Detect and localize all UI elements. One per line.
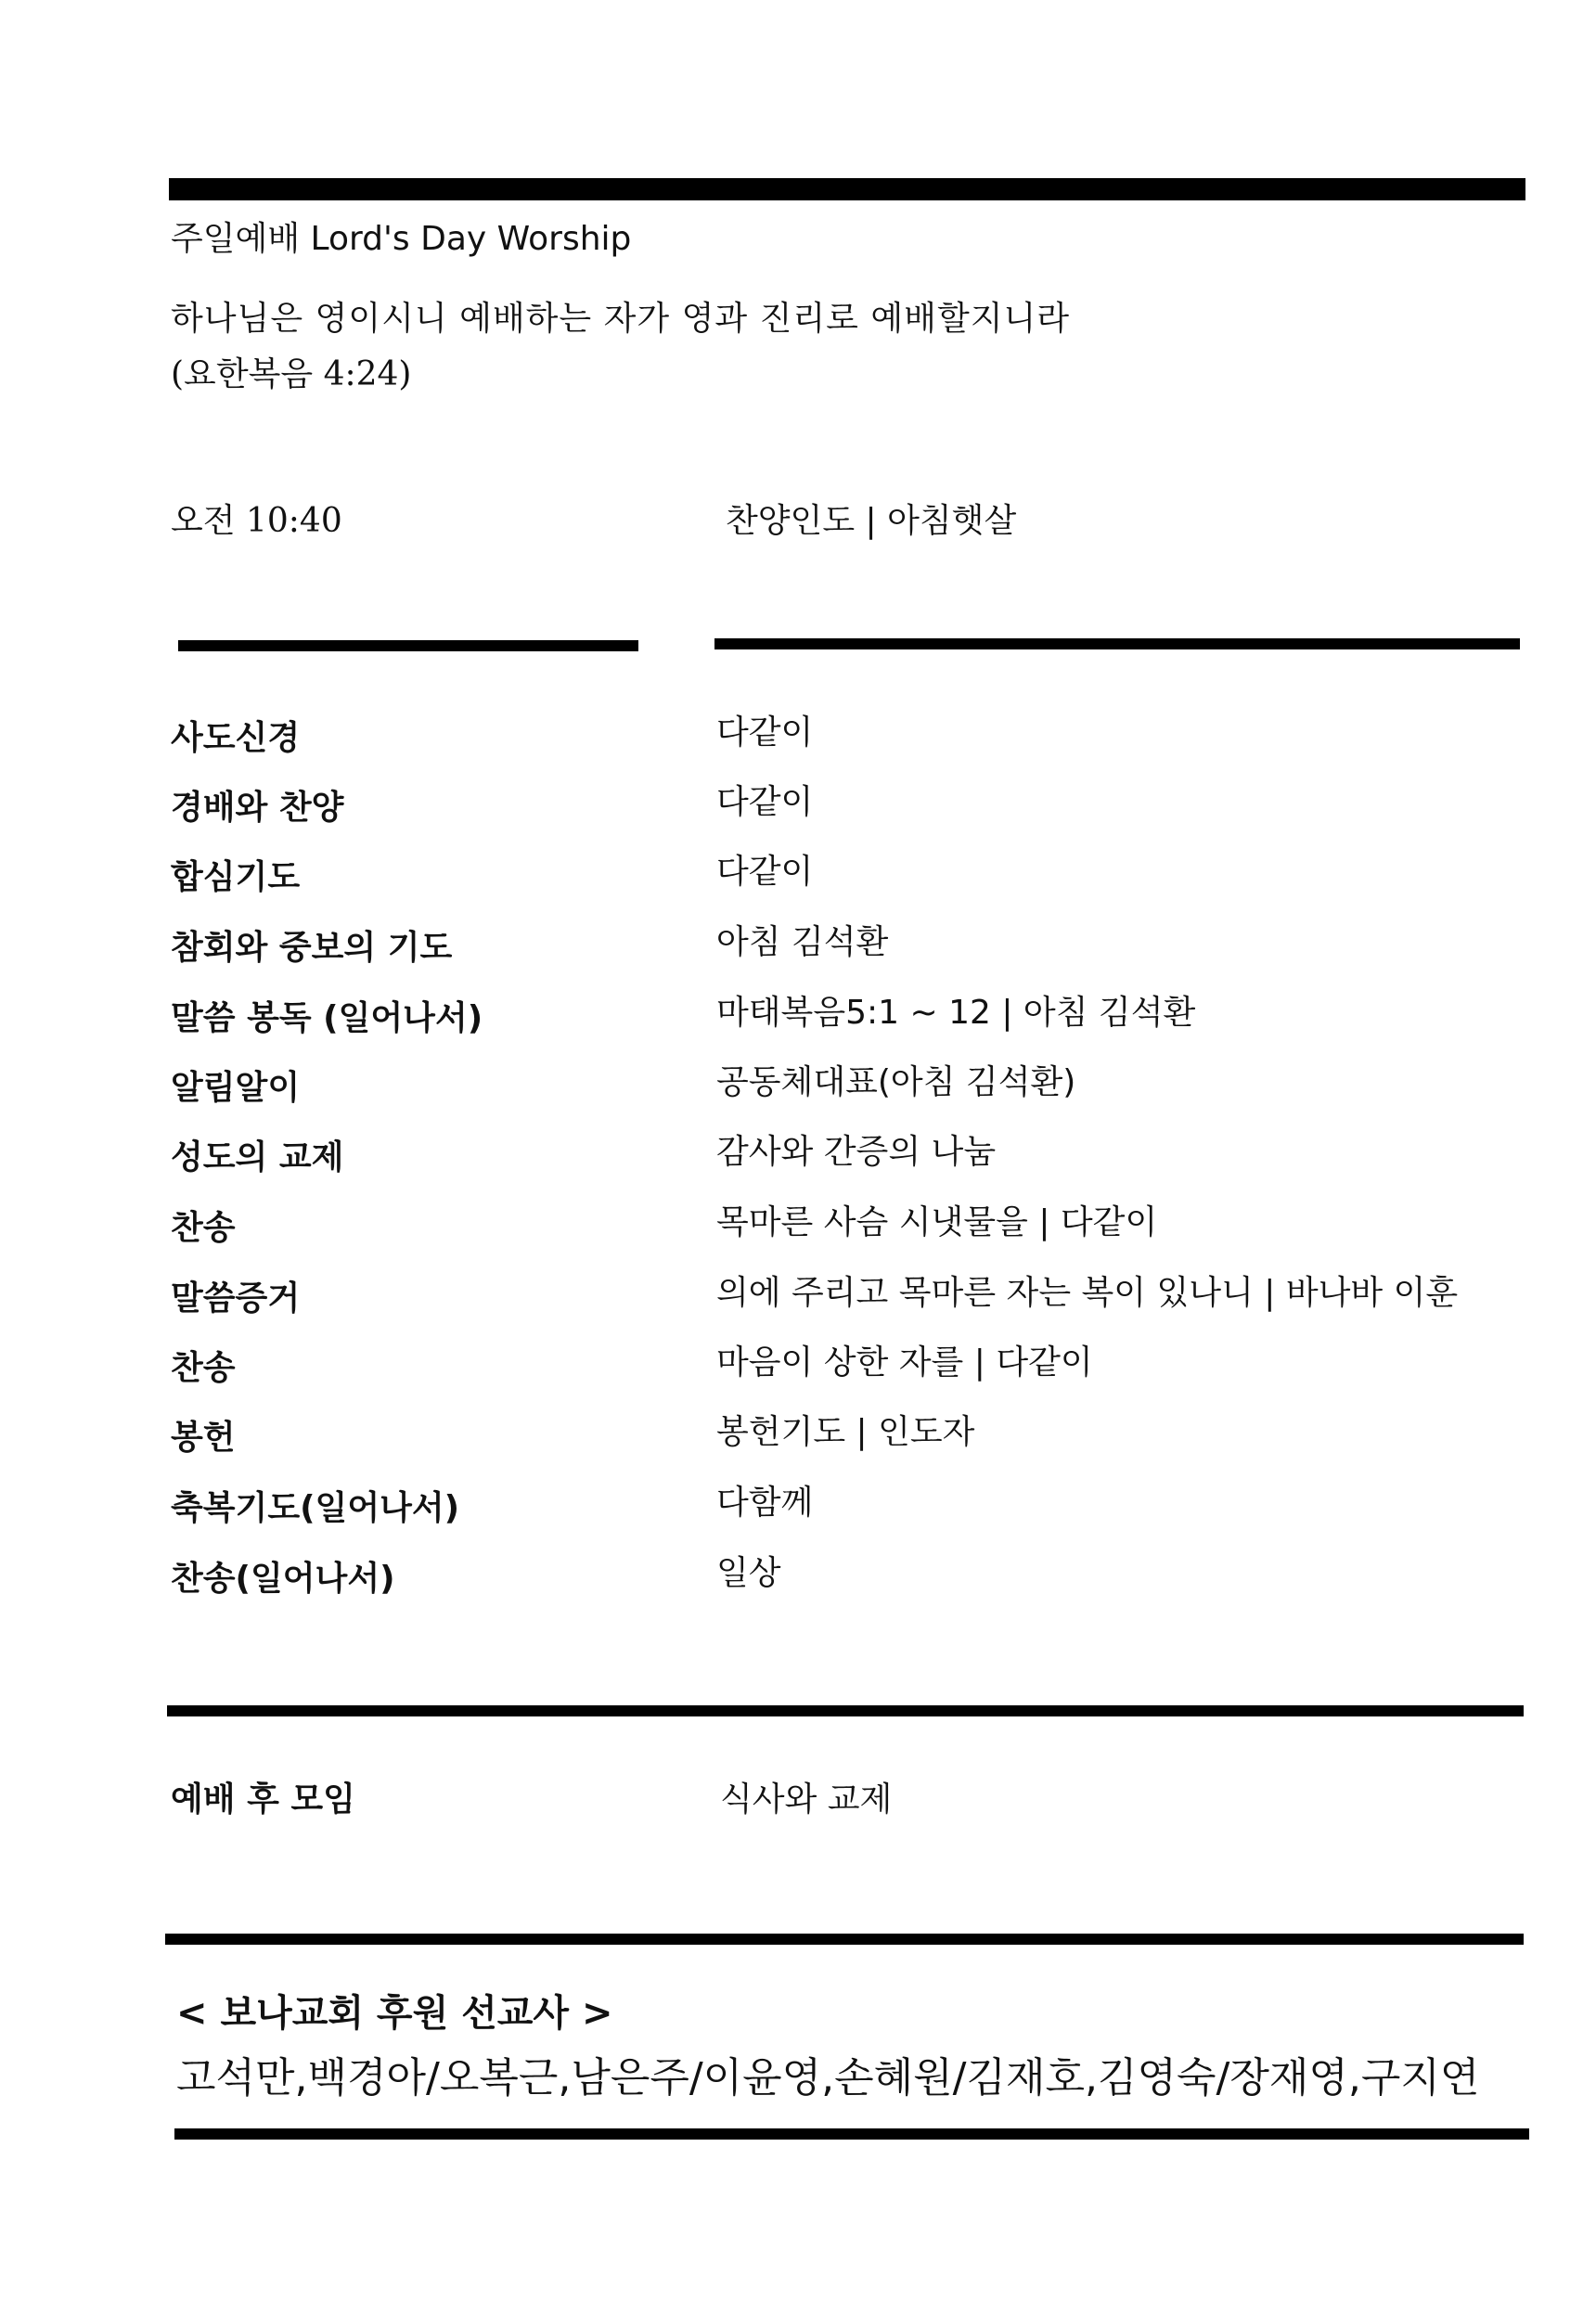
order-item-detail: 다같이 — [716, 853, 814, 891]
missionary-list: 고석만,백경아/오복근,남은주/이윤영,손혜원/김재호,김영숙/장재영,구지연 — [176, 2054, 1480, 2102]
order-item-detail: 공동체대표(아침 김석환) — [716, 1063, 1076, 1101]
right-column-divider — [714, 638, 1520, 649]
order-item-detail: 다함께 — [716, 1484, 814, 1522]
after-worship-name: 예배 후 모임 — [171, 1780, 355, 1819]
scripture-reference: (요한복음 4:24) — [171, 355, 412, 393]
bottom-divider — [174, 2128, 1529, 2140]
order-item-name: 알림알이 — [171, 1069, 301, 1107]
order-item-name: 참회와 중보의 기도 — [171, 929, 453, 967]
order-item-name: 찬송 — [171, 1349, 236, 1387]
order-item-detail: 다같이 — [716, 783, 814, 821]
order-item-name: 경배와 찬양 — [171, 789, 344, 827]
order-item-name: 봉헌 — [171, 1419, 236, 1457]
order-item-name: 축복기도(일어나서) — [171, 1489, 460, 1527]
order-item-name: 사도신경 — [171, 719, 301, 757]
missionary-divider — [165, 1934, 1524, 1945]
order-item-detail: 마음이 상한 자를 | 다같이 — [716, 1343, 1093, 1382]
order-item-detail: 감사와 간증의 나눔 — [716, 1133, 997, 1171]
section-divider — [167, 1705, 1524, 1716]
order-item-detail: 일상 — [716, 1554, 781, 1592]
order-item-detail: 목마른 사슴 시냇물을 | 다같이 — [716, 1203, 1158, 1241]
order-item-detail: 봉헌기도 | 인도자 — [716, 1413, 975, 1451]
order-item-detail: 의에 주리고 목마른 자는 복이 있나니 | 바나바 이훈 — [716, 1274, 1459, 1312]
order-item-name: 찬송(일어나서) — [171, 1560, 395, 1598]
order-item-detail: 다같이 — [716, 713, 814, 752]
after-worship-detail: 식사와 교제 — [720, 1780, 893, 1819]
order-item-detail: 아침 김석환 — [716, 923, 889, 961]
scripture-verse: 하나님은 영이시니 예배하는 자가 영과 진리로 예배할지니라 — [171, 300, 1071, 338]
missionary-title: < 보나교회 후원 선교사 > — [176, 1992, 613, 2035]
order-item-name: 성도의 교제 — [171, 1138, 344, 1176]
left-column-divider — [178, 640, 638, 651]
praise-leader: 찬양인도 | 아침햇살 — [726, 502, 1017, 540]
order-item-name: 찬송 — [171, 1209, 236, 1247]
top-divider — [169, 178, 1525, 200]
worship-time: 오전 10:40 — [171, 502, 342, 540]
order-item-detail: 마태복음5:1 ~ 12 | 아침 김석환 — [716, 994, 1196, 1032]
order-item-name: 말씀증거 — [171, 1279, 301, 1318]
worship-title: 주일예배 Lord's Day Worship — [171, 220, 632, 258]
order-item-name: 합심기도 — [171, 858, 301, 896]
order-item-name: 말씀 봉독 (일어나서) — [171, 999, 483, 1037]
